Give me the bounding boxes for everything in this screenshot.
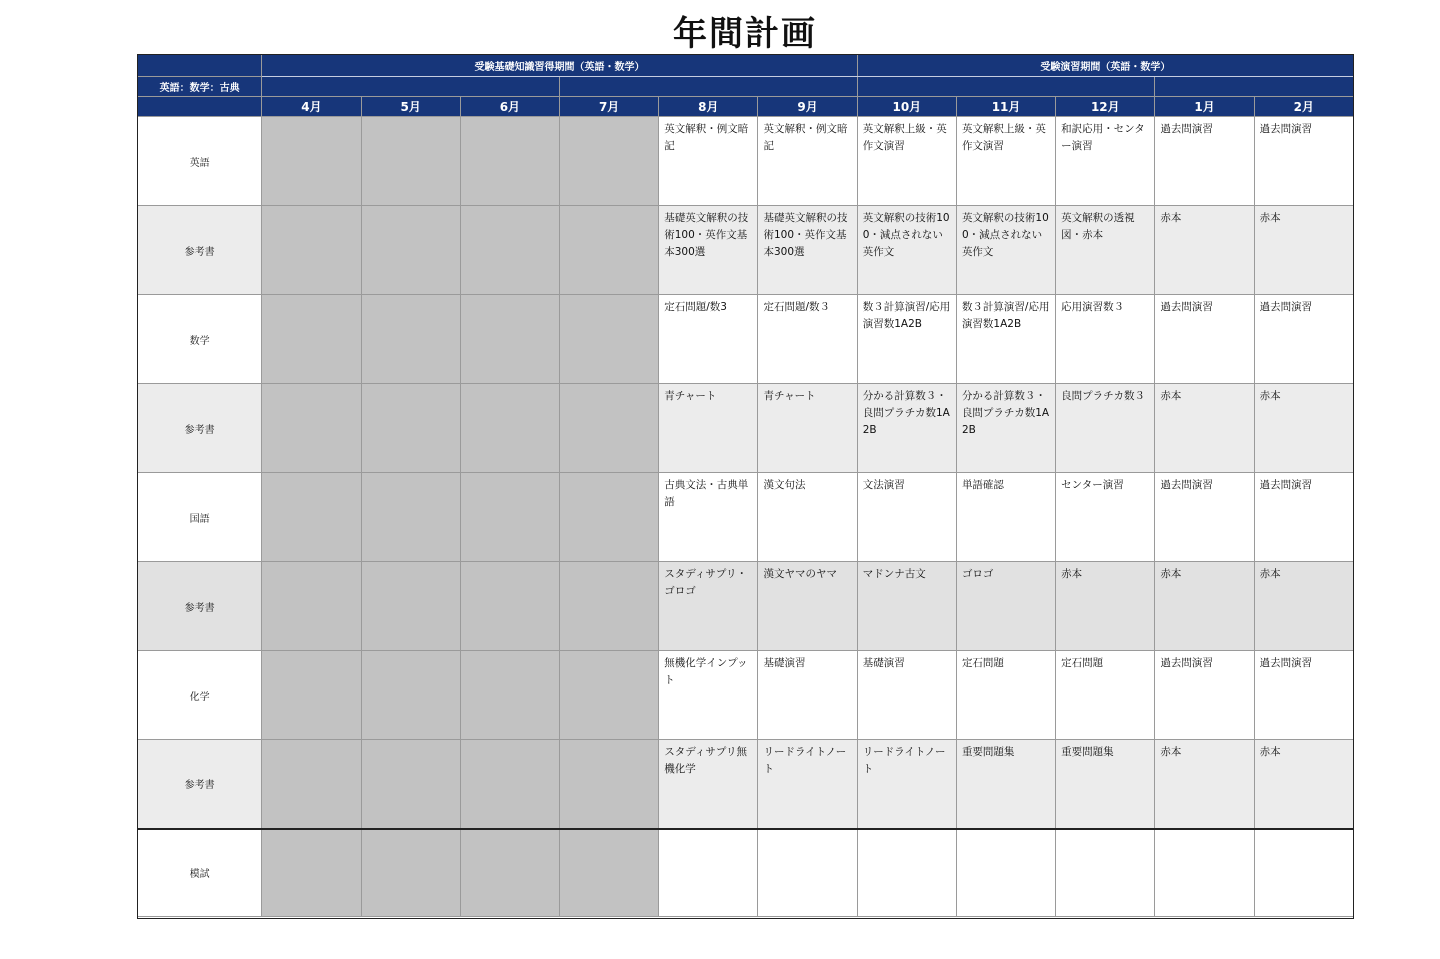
mock-exam-cell [956,829,1055,917]
plan-cell: 過去問演習 [1254,651,1353,740]
inactive-month-cell [460,829,559,917]
mock-exam-cell [1056,829,1155,917]
plan-cell: ゴロゴ [956,562,1055,651]
plan-cell: 赤本 [1056,562,1155,651]
plan-row [138,473,1354,562]
inactive-month-cell [560,384,659,473]
plan-cell: 過去問演習 [1155,651,1254,740]
row-label: 英語 [138,117,262,206]
plan-cell: 重要問題集 [956,740,1055,829]
header-sub-block [1155,77,1354,97]
inactive-month-cell [262,117,361,206]
plan-cell: 重要問題集 [1056,740,1155,829]
plan-cell: 青チャート [659,384,758,473]
plan-cell: 過去問演習 [1254,295,1353,384]
plan-cell: 単語確認 [956,473,1055,562]
plan-cell: 漢文ヤマのヤマ [758,562,857,651]
month-header: 7月 [560,97,659,117]
plan-row [138,117,1354,206]
inactive-month-cell [262,206,361,295]
plan-cell: 良問プラチカ数３ [1056,384,1155,473]
month-header-row [138,97,1354,117]
row-label: 参考書 [138,206,262,295]
phase-practice-label: 受験演習期間（英語・数学） [857,55,1353,77]
mock-exam-row [138,829,1354,917]
plan-cell: 過去問演習 [1155,473,1254,562]
inactive-month-cell [560,651,659,740]
plan-cell: リードライトノート [857,740,956,829]
row-label: 模試 [138,829,262,917]
inactive-month-cell [361,651,460,740]
plan-cell: センター演習 [1056,473,1155,562]
month-header: 4月 [262,97,361,117]
plan-cell: 赤本 [1254,740,1353,829]
plan-cell: 過去問演習 [1254,473,1353,562]
plan-cell: 赤本 [1155,206,1254,295]
inactive-month-cell [361,295,460,384]
plan-row [138,384,1354,473]
inactive-month-cell [361,829,460,917]
plan-cell: 過去問演習 [1254,117,1353,206]
inactive-month-cell [560,562,659,651]
inactive-month-cell [262,651,361,740]
plan-cell: マドンナ古文 [857,562,956,651]
row-label: 参考書 [138,384,262,473]
inactive-month-cell [262,295,361,384]
month-header: 8月 [659,97,758,117]
inactive-month-cell [460,473,559,562]
inactive-month-cell [460,117,559,206]
row-label: 参考書 [138,562,262,651]
header-phase-row [138,55,1354,77]
inactive-month-cell [361,117,460,206]
mock-exam-cell [758,829,857,917]
inactive-month-cell [361,384,460,473]
inactive-month-cell [262,473,361,562]
row-label: 化学 [138,651,262,740]
plan-cell: 無機化学インプット [659,651,758,740]
inactive-month-cell [361,740,460,829]
inactive-month-cell [560,117,659,206]
plan-cell: 基礎英文解釈の技術100・英作文基本300選 [659,206,758,295]
header-corner-top [138,55,262,77]
plan-cell: 赤本 [1155,562,1254,651]
plan-cell: 基礎演習 [857,651,956,740]
inactive-month-cell [560,740,659,829]
plan-cell: 英文解釈上級・英作文演習 [857,117,956,206]
plan-cell: 定石問題 [956,651,1055,740]
month-header: 1月 [1155,97,1254,117]
phase-basic-label: 受験基礎知識習得期間（英語・数学） [262,55,857,77]
plan-cell: 赤本 [1254,206,1353,295]
plan-cell: 赤本 [1254,562,1353,651]
plan-row [138,740,1354,829]
plan-cell: 英文解釈の透視図・赤本 [1056,206,1155,295]
plan-cell: リードライトノート [758,740,857,829]
plan-cell: 分かる計算数３・良問プラチカ数1A2B [956,384,1055,473]
row-label: 数学 [138,295,262,384]
mock-exam-cell [857,829,956,917]
month-header: 12月 [1056,97,1155,117]
header-sub-block [560,77,858,97]
plan-row [138,562,1354,651]
plan-cell: 数３計算演習/応用演習数1A2B [857,295,956,384]
month-header: 5月 [361,97,460,117]
inactive-month-cell [262,562,361,651]
plan-cell: 赤本 [1155,384,1254,473]
plan-cell: 英文解釈・例文暗記 [758,117,857,206]
plan-cell: 数３計算演習/応用演習数1A2B [956,295,1055,384]
plan-cell: 赤本 [1155,740,1254,829]
plan-cell: スタディサプリ無機化学 [659,740,758,829]
plan-cell: 基礎英文解釈の技術100・英作文基本300選 [758,206,857,295]
header-sub-row [138,77,1354,97]
page-title: 年間計画 [673,14,817,54]
month-header: 9月 [758,97,857,117]
plan-row [138,295,1354,384]
inactive-month-cell [460,740,559,829]
plan-cell: 応用演習数３ [1056,295,1155,384]
inactive-month-cell [262,740,361,829]
mock-exam-cell [1254,829,1353,917]
plan-cell: 基礎演習 [758,651,857,740]
month-header: 2月 [1254,97,1353,117]
mock-exam-cell [1155,829,1254,917]
plan-cell: 青チャート [758,384,857,473]
plan-cell: スタディサプリ・ゴロゴ [659,562,758,651]
month-header: 11月 [956,97,1055,117]
plan-cell: 漢文句法 [758,473,857,562]
header-sub-block [262,77,560,97]
plan-cell: 英文解釈上級・英作文演習 [956,117,1055,206]
plan-cell: 過去問演習 [1155,117,1254,206]
row-label: 国語 [138,473,262,562]
month-header: 10月 [857,97,956,117]
inactive-month-cell [460,384,559,473]
inactive-month-cell [460,295,559,384]
plan-cell: 過去問演習 [1155,295,1254,384]
inactive-month-cell [560,473,659,562]
inactive-month-cell [262,384,361,473]
header-corner-bottom [138,97,262,117]
inactive-month-cell [560,829,659,917]
inactive-month-cell [460,206,559,295]
row-label: 参考書 [138,740,262,829]
plan-cell: 英文解釈の技術100・減点されない英作文 [857,206,956,295]
inactive-month-cell [361,473,460,562]
plan-cell: 定石問題/数３ [758,295,857,384]
plan-cell: 英文解釈・例文暗記 [659,117,758,206]
plan-cell: 文法演習 [857,473,956,562]
inactive-month-cell [460,562,559,651]
mock-exam-cell [659,829,758,917]
inactive-month-cell [361,562,460,651]
plan-cell: 和訳応用・センター演習 [1056,117,1155,206]
inactive-month-cell [262,829,361,917]
inactive-month-cell [560,206,659,295]
plan-cell: 古典文法・古典単語 [659,473,758,562]
plan-cell: 定石問題 [1056,651,1155,740]
plan-cell: 赤本 [1254,384,1353,473]
plan-row [138,651,1354,740]
plan-cell: 定石問題/数3 [659,295,758,384]
subject-ratio-label: 英語：数学：古典 [138,77,262,97]
month-header: 6月 [460,97,559,117]
inactive-month-cell [560,295,659,384]
header-sub-block [857,77,1155,97]
annual-plan-table [137,54,1354,917]
plan-cell: 分かる計算数３・良問プラチカ数1A2B [857,384,956,473]
plan-row [138,206,1354,295]
plan-cell: 英文解釈の技術100・減点されない英作文 [956,206,1055,295]
inactive-month-cell [361,206,460,295]
inactive-month-cell [460,651,559,740]
